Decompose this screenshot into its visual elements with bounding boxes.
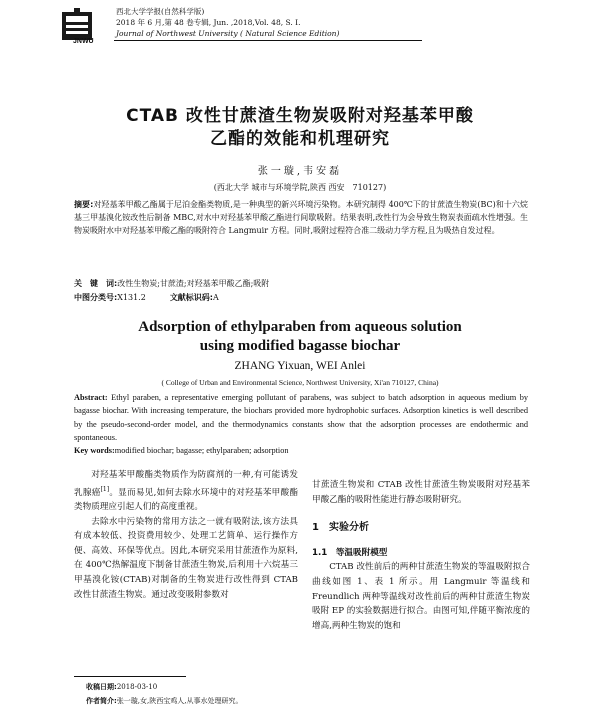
abstract-cn-text: 对羟基苯甲酸乙酯属于尼泊金酯类物质,是一种典型的新兴环境污染物。本研究制得 400℃下的甘蔗渣生物炭(BC)和十六烷基三甲基溴化铵改性后制备 MBC,对水中对羟基苯甲酸乙酯进行间歇吸附。结果表明,改性行为会导致生物炭表面疏水性增强。生物炭吸附水中对羟基苯甲酸乙酯的吸附符合 Langmuir 方程。同时,吸附过程符合准二级动力学方程,且为吸热自发过程。: [74, 200, 528, 236]
subsection-heading-1-1: 1.1 等温吸附模型: [312, 547, 388, 558]
intro-paragraph-1-text: 对羟基苯甲酸酯类物质作为防腐剂的一种,有可能诱发乳腺癌: [74, 470, 298, 498]
doc-code-label: 文献标识码:: [169, 293, 214, 302]
keywords-cn: [74, 278, 269, 289]
intro-paragraph-3: 甘蔗渣生物炭和 CTAB 改性甘蔗渣生物炭吸附对羟基苯甲酸乙酯的吸附性能进行静态吸附研究。: [312, 480, 530, 505]
keywords-cn-text: 改性生物炭;甘蔗渣;对羟基苯甲酸乙酯;吸附: [117, 279, 270, 288]
journal-issue: 2018 年 6 月,第 48 卷专辑, Jun. ,2018,Vol. 48, S. I.: [116, 18, 301, 27]
journal-name-cn: 西北大学学报(自然科学版): [116, 7, 205, 16]
keywords-cn-label: 关 键 词:: [74, 279, 118, 288]
clc-value: X131.2: [117, 293, 146, 302]
footnote-rule: [74, 676, 186, 677]
doc-code-value: A: [213, 293, 219, 302]
keywords-en-text: modified biochar; bagasse; ethylparaben; adsorption: [114, 446, 289, 455]
footnote-author: [86, 696, 243, 706]
clc-label: 中图分类号:: [74, 293, 118, 302]
title-en-line2: using modified bagasse biochar: [199, 338, 401, 354]
affiliation-en: ( College of Urban and Environmental Science, Northwest University, Xi'an 710127, China): [161, 378, 439, 387]
abstract-cn-label: 摘要:: [74, 200, 94, 209]
section-heading-1: 1 实验分析: [312, 522, 369, 534]
title-cn-line1: CTAB 改性甘蔗渣生物炭吸附对羟基苯甲酸: [126, 106, 474, 126]
keywords-en: [74, 446, 289, 455]
section-1-1-paragraph: CTAB 改性前后的两种甘蔗渣生物炭的等温吸附拟合曲线如图 1、表 1 所示。用 Langmuir 等温线和 Freundlich 两种等温线对改性前后的两种甘蔗渣生物炭吸附 EP 的实验数据进行拟合。由图可知,伴随平衡浓度的增高,两种生物炭的饱和: [312, 562, 530, 631]
classification-row: [74, 292, 219, 303]
intro-paragraph-1-tail: 。显而易见,如何去除水环境中的对羟基苯甲酸酯类物质理应引起人们的高度重视。: [74, 487, 298, 513]
title-en-line1: Adsorption of ethylparaben from aqueous solution: [138, 319, 462, 335]
author-bio-label: 作者简介:: [86, 697, 117, 705]
header-rule: [114, 40, 422, 41]
abstract-en-label: Abstract:: [74, 393, 108, 402]
keywords-en-label: Key words:: [74, 446, 115, 455]
intro-paragraph-2: 去除水中污染物的常用方法之一就有吸附法,该方法具有成本较低、投资费用较少、处理工艺简单、运行操作方便、高效、环保等优点。因此,本研究采用甘蔗渣作为原料,在 400℃热解温度下制备甘蔗渣生物炭,后利用十六烷基三甲基溴化铵(CTAB)对制备的生物炭进行改性得到 CTAB 改性甘蔗渣生物炭。通过改变吸附参数对: [74, 516, 298, 600]
authors-cn: 张一璇,韦安磊: [257, 166, 343, 177]
affiliation-cn: (西北大学 城市与环境学院,陕西 西安 710127): [213, 183, 387, 192]
author-bio-value: 张一璇,女,陕西宝鸡人,从事水处理研究。: [116, 697, 243, 705]
body-left-column: [74, 468, 298, 602]
title-cn-line2: 乙酯的效能和机理研究: [210, 129, 390, 149]
journal-logo-text: JNWU: [73, 38, 94, 45]
citation-ref-1[interactable]: [1]: [100, 485, 110, 493]
abstract-en: [74, 391, 528, 445]
abstract-en-text: Ethyl paraben, a representative emerging pollutant of parabens, was subject to batch adsorption in aqueous medium by bagasse biochar. With increasing temperature, the biochars provided more hydrophobic surfaces. Adsorption kinetics is well described by the pseudo-second-order model, and the thermodynamics constants show that the adsorption processes are endothermic and spontaneous.: [74, 393, 528, 443]
footnote-received: [86, 682, 157, 692]
received-label: 收稿日期:: [86, 683, 117, 691]
authors-en: ZHANG Yixuan, WEI Anlei: [234, 360, 366, 372]
body-right-column: [312, 478, 530, 633]
intro-paragraph-1: [74, 468, 298, 515]
abstract-cn: [74, 198, 528, 238]
journal-name-en: Journal of Northwest University ( Natural Science Edition): [116, 29, 340, 38]
received-value: 2018-03-10: [116, 683, 158, 691]
